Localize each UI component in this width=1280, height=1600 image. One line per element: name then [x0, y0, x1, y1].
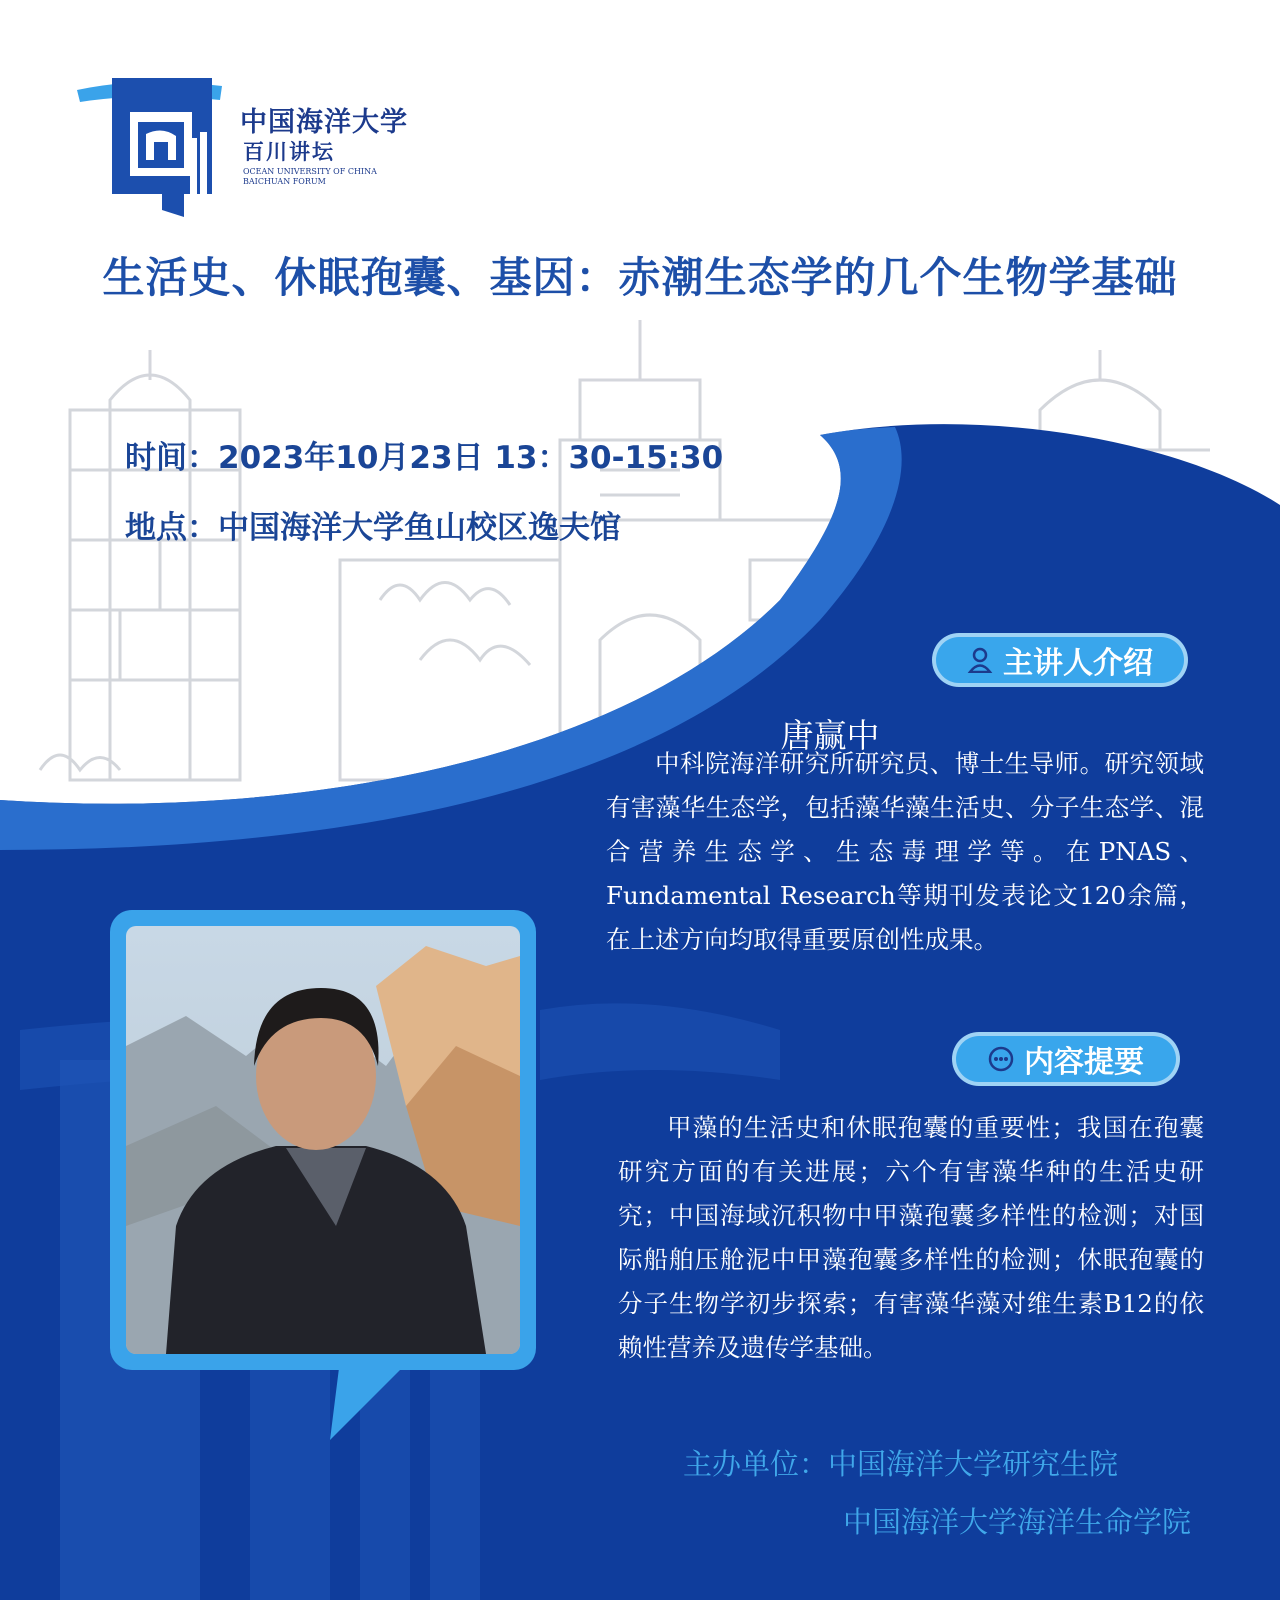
logo-university-name: 中国海洋大学 [240, 107, 408, 138]
baichuan-logo-icon [72, 72, 232, 217]
logo-forum-name: 百川讲坛 [243, 140, 335, 164]
chat-icon [988, 1046, 1014, 1072]
speaker-name: 唐赢中 [780, 716, 880, 755]
summary-heading-label: 内容提要 [1024, 1045, 1144, 1080]
speaker-section-heading [936, 637, 1184, 683]
organizer-1: 中国海洋大学研究生院 [828, 1447, 1119, 1481]
organizer-2: 中国海洋大学海洋生命学院 [843, 1505, 1192, 1539]
photo-frame-tail [300, 1360, 410, 1440]
lecture-time: 时间：2023年10月23日 13：30-15:30 [125, 440, 724, 476]
speaker-bio: 中科院海洋研究所研究员、博士生导师。研究领域有害藻华生态学，包括藻华藻生活史、分子生态学、混合营养生态学、生态毒理学等。在PNAS、Fundamental Research等期刊发表论文120余篇，在上述方向均取得重要原创性成果。 [606, 749, 1204, 954]
speaker-photo [126, 926, 520, 1354]
logo-english-forum: BAICHUAN FORUM [243, 177, 326, 186]
lecture-location: 地点：中国海洋大学鱼山校区逸夫馆 [125, 510, 621, 546]
organizer-line-1 [683, 1442, 1118, 1483]
logo-english-name [243, 167, 377, 187]
speaker-heading-label: 主讲人介绍 [1003, 646, 1153, 681]
summary-section-heading [956, 1036, 1176, 1082]
organizer-label: 主办单位： [683, 1447, 829, 1481]
person-icon [967, 647, 993, 673]
lecture-title: 生活史、休眠孢囊、基因：赤潮生态学的几个生物学基础 [102, 253, 1178, 302]
summary-text: 甲藻的生活史和休眠孢囊的重要性；我国在孢囊研究方面的有关进展；六个有害藻华种的生活史研究；中国海域沉积物中甲藻孢囊多样性的检测；对国际船舶压舱泥中甲藻孢囊多样性的检测；休眠孢囊的分子生物学初步探索；有害藻华藻对维生素B12的依赖性营养及遗传学基础。 [618, 1113, 1204, 1362]
logo-english-university: OCEAN UNIVERSITY OF CHINA [243, 167, 377, 176]
speaker-portrait-illustration [126, 926, 520, 1354]
